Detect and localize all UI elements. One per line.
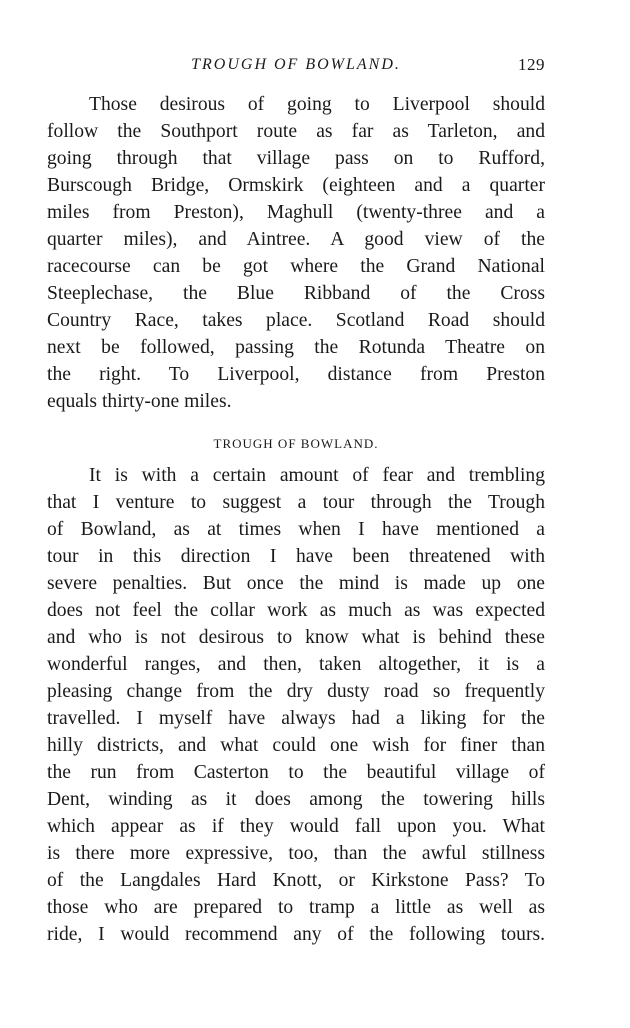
paragraph-line: and who is not desirous to know what is behind these — [47, 627, 545, 648]
paragraph-line: equals thirty-one miles. — [47, 391, 232, 412]
paragraph-line: is there more expressive, too, than the awful stillness — [47, 843, 545, 864]
paragraph-line: next be followed, passing the Rotunda Theatre on — [47, 337, 545, 358]
page-number: 129 — [518, 55, 545, 74]
paragraph-line: miles from Preston), Maghull (twenty-three and a — [47, 202, 545, 223]
paragraph-line: those who are prepared to tramp a little as well as — [47, 897, 545, 918]
paragraph-line: does not feel the collar work as much as was expected — [47, 600, 545, 621]
paragraph-line: of the Langdales Hard Knott, or Kirkstone Pass? To — [47, 870, 545, 891]
running-head — [47, 52, 545, 78]
paragraph-line: It is with a certain amount of fear and trembling — [89, 465, 545, 486]
paragraph-line: ride, I would recommend any of the following tours. — [47, 924, 545, 945]
paragraph-trough-of-bowland — [47, 462, 545, 948]
paragraph-line: racecourse can be got where the Grand National — [47, 256, 545, 277]
running-title: TROUGH OF BOWLAND. — [191, 56, 401, 73]
paragraph-line: travelled. I myself have always had a liking for the — [47, 708, 545, 729]
paragraph-line: follow the Southport route as far as Tarleton, and — [47, 121, 545, 142]
paragraph-line: the right. To Liverpool, distance from Preston — [47, 364, 545, 385]
paragraph-line: Country Race, takes place. Scotland Road should — [47, 310, 545, 331]
paragraph-line: severe penalties. But once the mind is made up one — [47, 573, 545, 594]
paragraph-liverpool-route — [47, 91, 545, 415]
paragraph-line: tour in this direction I have been threatened with — [47, 546, 545, 567]
paragraph-line: that I venture to suggest a tour through the Trough — [47, 492, 545, 513]
paragraph-line: Burscough Bridge, Ormskirk (eighteen and a quarter — [47, 175, 545, 196]
paragraph-line: the run from Casterton to the beautiful village of — [47, 762, 545, 783]
paragraph-line: wonderful ranges, and then, taken altogether, it is a — [47, 654, 545, 675]
paragraph-line: hilly districts, and what could one wish for finer than — [47, 735, 545, 756]
paragraph-line: which appear as if they would fall upon you. What — [47, 816, 545, 837]
paragraph-line: Steeplechase, the Blue Ribband of the Cross — [47, 283, 545, 304]
paragraph-line: quarter miles), and Aintree. A good view of the — [47, 229, 545, 250]
paragraph-line: pleasing change from the dry dusty road so frequently — [47, 681, 545, 702]
section-heading: TROUGH OF BOWLAND. — [213, 436, 379, 451]
paragraph-line: Those desirous of going to Liverpool should — [89, 94, 545, 115]
paragraph-line: going through that village pass on to Rufford, — [47, 148, 545, 169]
paragraph-line: Dent, winding as it does among the towering hills — [47, 789, 545, 810]
paragraph-line: of Bowland, as at times when I have mentioned a — [47, 519, 545, 540]
